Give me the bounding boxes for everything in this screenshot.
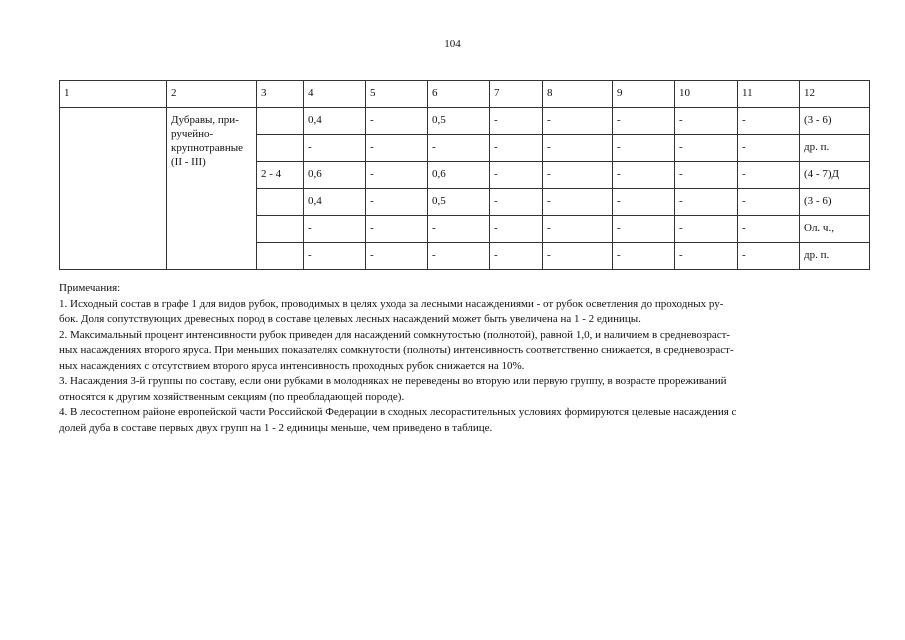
note-line: бок. Доля сопутствующих древесных пород в составе целевых лесных насаждений может быть увеличена на 1 - 2 единицы. — [59, 313, 641, 325]
note-line: ных насаждениях с отсутствием второго яруса интенсивность проходных рубок снижается на 10%. — [59, 359, 525, 372]
table-cell: - — [675, 162, 738, 189]
table-cell: - — [428, 135, 490, 162]
table-cell: - — [366, 135, 428, 162]
table-cell: - — [613, 108, 675, 135]
table-cell: - — [543, 162, 613, 189]
note-line: 1. Исходный состав в графе 1 для видов рубок, проводимых в целях ухода за лесными насаждениями - от рубок осветления до проходных ру- — [59, 297, 724, 310]
table-cell: - — [675, 108, 738, 135]
table-cell: - — [738, 189, 800, 216]
notes-section — [59, 281, 869, 436]
note-line: долей дуба в составе первых двух групп на 1 - 2 единицы меньше, чем приведено в таблице. — [59, 421, 493, 434]
table-cell: - — [366, 243, 428, 270]
table-cell: 0,4 — [304, 189, 366, 216]
composition-cell — [257, 189, 304, 216]
table-cell: - — [366, 162, 428, 189]
forest-type-line: (II - III) — [171, 156, 206, 168]
table-header-row — [60, 81, 870, 108]
table-cell: - — [490, 243, 543, 270]
table-cell: - — [428, 216, 490, 243]
table-cell: 0,6 — [304, 162, 366, 189]
table-cell: - — [543, 108, 613, 135]
header-cell: 2 — [167, 81, 257, 108]
table-cell: - — [490, 135, 543, 162]
composition-cell — [257, 243, 304, 270]
table-cell: - — [304, 216, 366, 243]
table-cell: - — [490, 216, 543, 243]
forest-type-line: ручейно- — [171, 128, 214, 140]
table-cell: - — [543, 135, 613, 162]
table-cell: - — [490, 108, 543, 135]
table-cell: - — [613, 243, 675, 270]
table-cell: - — [543, 189, 613, 216]
table-cell: - — [613, 189, 675, 216]
header-cell: 8 — [543, 81, 613, 108]
table-cell: - — [613, 162, 675, 189]
page-number: 104 — [444, 38, 461, 50]
table-cell: (3 - 6) — [800, 189, 870, 216]
table-cell: - — [613, 216, 675, 243]
table-cell: др. п. — [800, 243, 870, 270]
header-cell: 6 — [428, 81, 490, 108]
table-cell: др. п. — [800, 135, 870, 162]
table-cell: 0,5 — [428, 108, 490, 135]
header-cell: 7 — [490, 81, 543, 108]
header-cell: 5 — [366, 81, 428, 108]
header-cell: 3 — [257, 81, 304, 108]
header-cell: 10 — [675, 81, 738, 108]
header-cell: 12 — [800, 81, 870, 108]
note-line: 4. В лесостепном районе европейской части Российской Федерации в сходных лесорастительных условиях формируются целевые насаждения с — [59, 406, 737, 418]
table-cell: 0,6 — [428, 162, 490, 189]
notes-title: Примечания: — [59, 282, 121, 294]
table-cell: - — [304, 135, 366, 162]
norms-table — [59, 80, 870, 270]
composition-cell — [257, 216, 304, 243]
header-cell: 9 — [613, 81, 675, 108]
table-cell: Ол. ч., — [800, 216, 870, 243]
table-cell: - — [304, 243, 366, 270]
note-line: 3. Насаждения 3-й группы по составу, если они рубками в молодняках не переведены во вторую или первую группу, в возрасте прореживаний — [59, 375, 727, 387]
table-cell: - — [613, 135, 675, 162]
table-cell: - — [543, 243, 613, 270]
notes-list — [59, 297, 869, 437]
table-cell: - — [428, 243, 490, 270]
table-cell: - — [738, 243, 800, 270]
composition-cell: 2 - 4 — [257, 162, 304, 189]
composition-cell — [257, 135, 304, 162]
table-cell: - — [366, 189, 428, 216]
note-item — [59, 297, 869, 328]
table-cell: - — [366, 108, 428, 135]
forest-type-cell — [167, 108, 257, 270]
source-composition-cell — [60, 108, 167, 270]
composition-cell — [257, 108, 304, 135]
table-cell: - — [738, 135, 800, 162]
note-line: 2. Максимальный процент интенсивности рубок приведен для насаждений сомкнутостью (полнотой), равной 1,0, и наличием в средневозраст- — [59, 328, 731, 341]
table-cell: - — [675, 243, 738, 270]
note-item — [59, 328, 869, 375]
note-line: ных насаждениях второго яруса. При меньших показателях сомкнутости (полноты) интенсивность соответственно снижается, в средневозраст- — [59, 344, 734, 356]
table-cell: - — [675, 189, 738, 216]
table-cell: - — [738, 108, 800, 135]
table-row — [60, 108, 870, 135]
note-line: относятся к другим хозяйственным секциям (по преобладающей породе). — [59, 390, 405, 403]
table-cell: (4 - 7)Д — [800, 162, 870, 189]
table-cell: - — [543, 216, 613, 243]
table-cell: (3 - 6) — [800, 108, 870, 135]
table-cell: - — [675, 135, 738, 162]
table-cell: - — [675, 216, 738, 243]
forest-type-line: крупнотравные — [171, 142, 244, 154]
header-cell: 1 — [60, 81, 167, 108]
table-cell: - — [490, 162, 543, 189]
table-cell: - — [738, 162, 800, 189]
header-cell: 4 — [304, 81, 366, 108]
header-cell: 11 — [738, 81, 800, 108]
table-cell: - — [366, 216, 428, 243]
table-cell: 0,4 — [304, 108, 366, 135]
table-cell: - — [738, 216, 800, 243]
table-cell: 0,5 — [428, 189, 490, 216]
table-cell: - — [490, 189, 543, 216]
note-item — [59, 405, 869, 436]
note-item — [59, 374, 869, 405]
forest-type-line: Дубравы, при- — [171, 114, 239, 126]
